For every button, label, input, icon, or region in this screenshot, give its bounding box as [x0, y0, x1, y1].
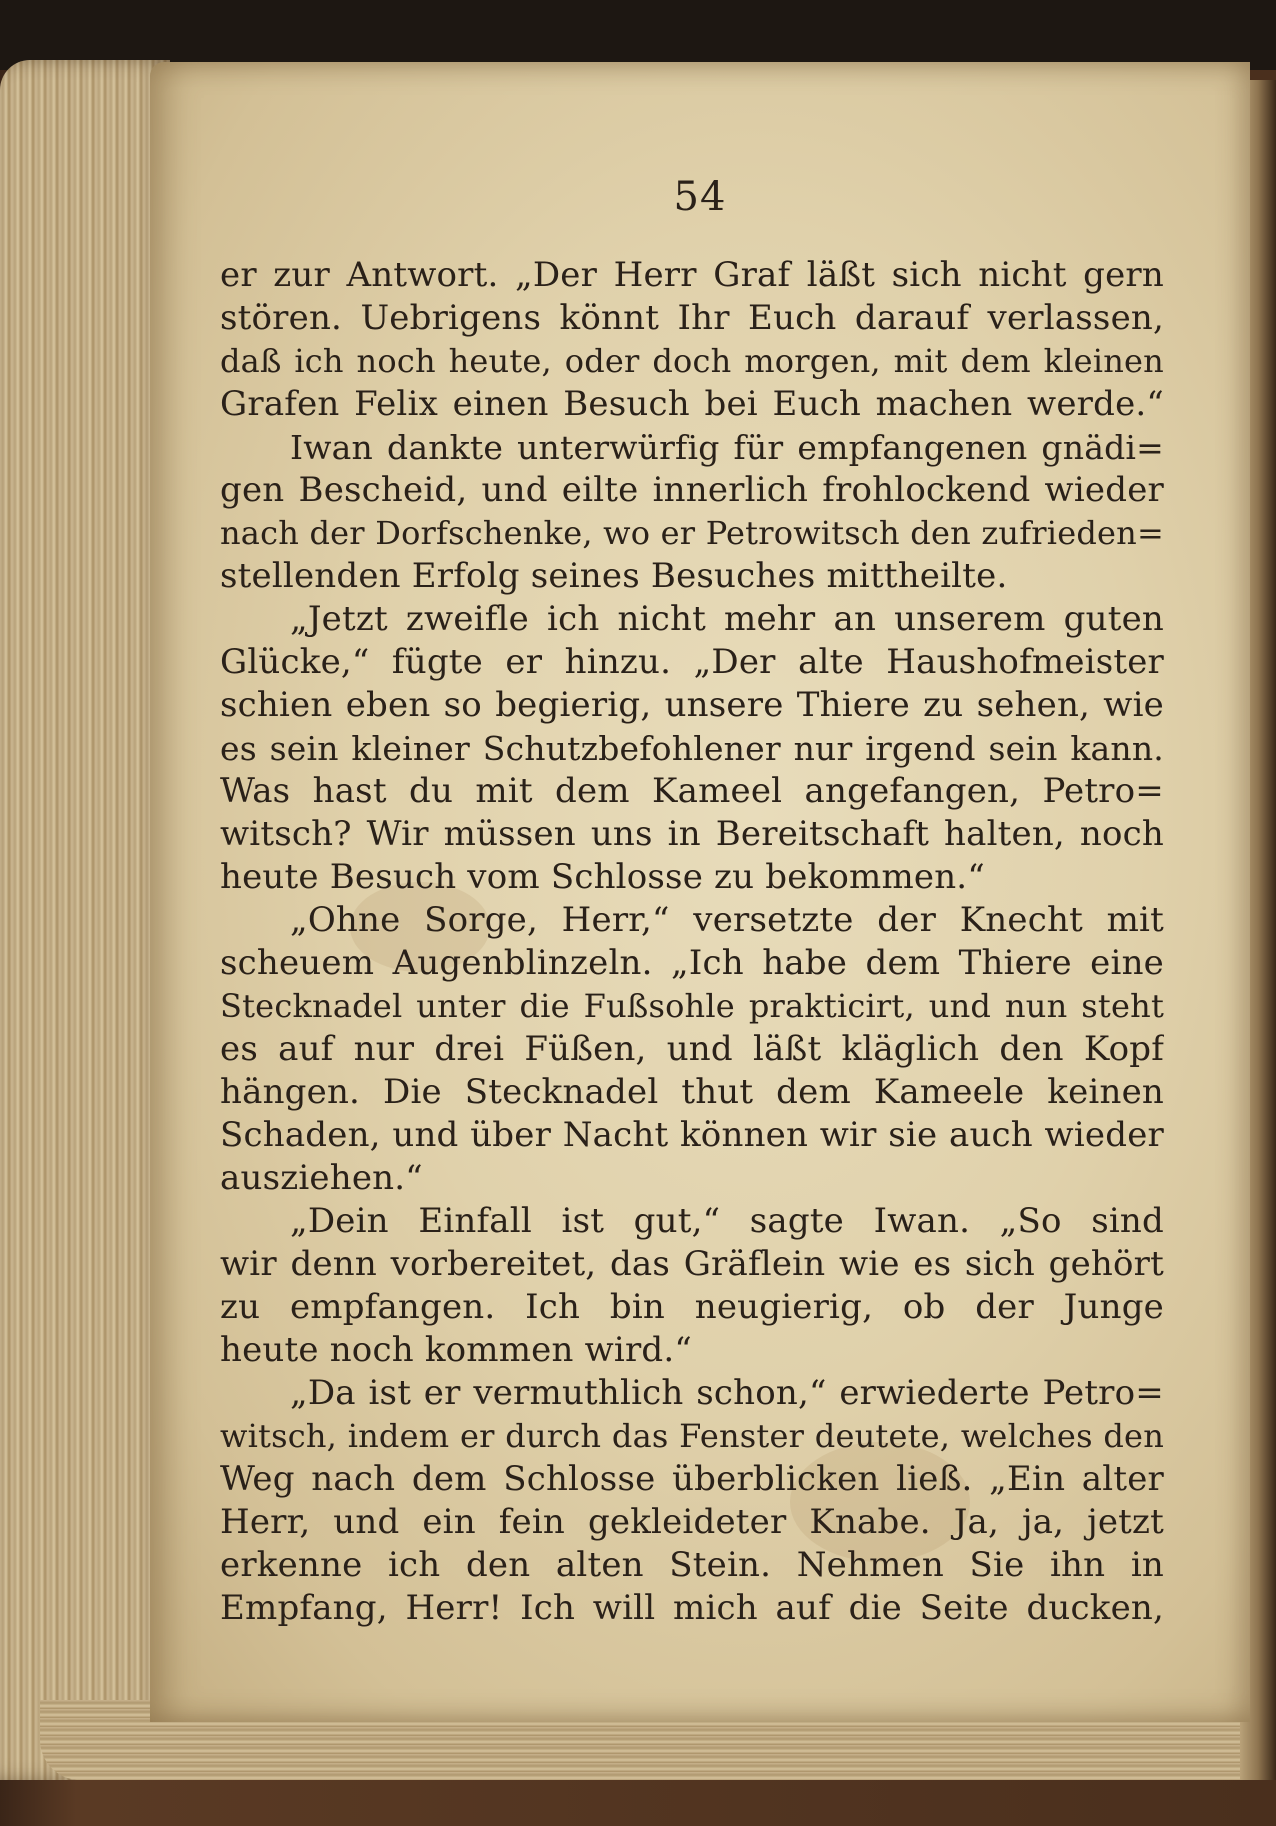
text-line: es sein kleiner Schutzbefohlener nur irgend sein kann. [220, 729, 1164, 768]
text-line: Weg nach dem Schlosse überblicken ließ. „Ein alter [220, 1459, 1164, 1499]
text-line: daß ich noch heute, oder doch morgen, mit dem kleinen [220, 342, 1164, 380]
text-line: „Ohne Sorge, Herr,“ versetzte der Knecht mit [290, 900, 1164, 940]
text-line: Iwan dankte unterwürfig für empfangenen gnädi= [290, 428, 1164, 467]
text-line: „Da ist er vermuthlich schon,“ erwiederte Petro= [290, 1373, 1164, 1413]
text-line: Schaden, und über Nacht können wir sie auch wieder [220, 1115, 1164, 1155]
text-line: „Dein Einfall ist gut,“ sagte Iwan. „So sind [290, 1201, 1164, 1241]
page-edges-left [0, 60, 170, 1780]
text-line: hängen. Die Stecknadel thut dem Kameele keinen [220, 1072, 1164, 1112]
book-page [150, 62, 1250, 1722]
text-line: Glücke,“ fügte er hinzu. „Der alte Haushofmeister [220, 642, 1164, 682]
text-line: ausziehen.“ [220, 1158, 423, 1198]
text-line: Was hast du mit dem Kameel angefangen, Petro= [220, 771, 1164, 811]
text-line: stellenden Erfolg seines Besuches mittheilte. [220, 556, 1008, 596]
text-line: Grafen Felix einen Besuch bei Euch machen werde.“ [220, 384, 1164, 424]
page-number: 54 [673, 174, 727, 220]
text-line: Stecknadel unter die Fußsohle prakticirt, und nun steht [220, 987, 1164, 1025]
text-line: witsch? Wir müssen uns in Bereitschaft halten, noch [220, 814, 1164, 854]
body-text [220, 254, 1164, 1630]
text-line: Herr, und ein fein gekleideter Knabe. Ja, ja, jetzt [220, 1502, 1164, 1542]
text-line: scheuem Augenblinzeln. „Ich habe dem Thiere eine [220, 943, 1164, 983]
text-line: nach der Dorfschenke, wo er Petrowitsch den zufrieden= [220, 514, 1164, 552]
text-line: heute noch kommen wird.“ [220, 1330, 692, 1370]
text-line: heute Besuch vom Schlosse zu bekommen.“ [220, 857, 985, 897]
text-line: witsch, indem er durch das Fenster deutete, welches den [220, 1417, 1164, 1455]
text-line: es auf nur drei Füßen, und läßt kläglich den Kopf [220, 1029, 1164, 1069]
text-line: gen Bescheid, und eilte innerlich frohlockend wieder [220, 470, 1164, 510]
text-line: zu empfangen. Ich bin neugierig, ob der Junge [220, 1287, 1164, 1327]
text-line: stören. Uebrigens könnt Ihr Euch darauf verlassen, [220, 298, 1164, 338]
text-line: schien eben so begierig, unsere Thiere zu sehen, wie [220, 685, 1164, 725]
text-line: er zur Antwort. „Der Herr Graf läßt sich nicht gern [220, 255, 1164, 295]
text-line: erkenne ich den alten Stein. Nehmen Sie ihn in [220, 1545, 1164, 1585]
text-line: wir denn vorbereitet, das Gräflein wie es sich gehört [220, 1244, 1164, 1284]
text-line: Empfang, Herr! Ich will mich auf die Seite ducken, [220, 1588, 1164, 1628]
text-line: „Jetzt zweifle ich nicht mehr an unserem guten [290, 599, 1164, 639]
